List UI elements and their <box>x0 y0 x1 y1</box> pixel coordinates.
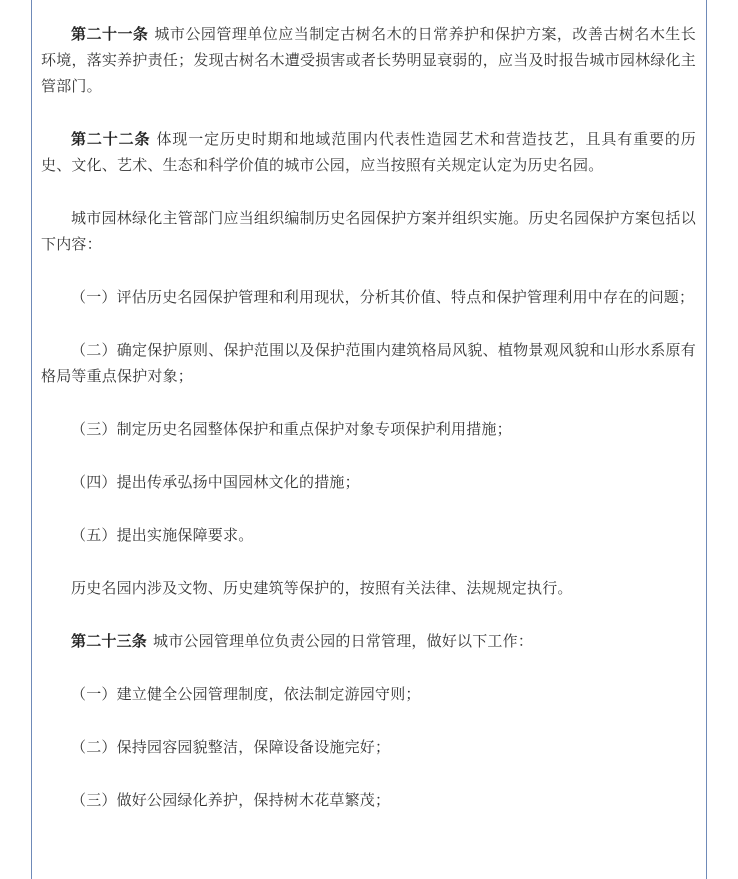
article-paragraph <box>41 21 696 99</box>
list-item <box>41 284 696 310</box>
paragraph <box>41 205 696 257</box>
paragraph-text: 城市公园管理单位应当制定古树名木的日常养护和保护方案，改善古树名木生长环境，落实养护责任；发现古树名木遭受损害或者长势明显衰弱的，应当及时报告城市园林绿化主管部门。 <box>41 25 696 95</box>
list-item <box>41 416 696 442</box>
paragraph-text: （五）提出实施保障要求。 <box>71 526 254 544</box>
paragraph-text: 城市园林绿化主管部门应当组织编制历史名园保护方案并组织实施。历史名园保护方案包括以下内容： <box>41 209 696 253</box>
list-item <box>41 681 696 707</box>
list-item <box>41 734 696 760</box>
paragraph-text: （四）提出传承弘扬中国园林文化的措施； <box>71 473 360 491</box>
paragraph-text: （二）确定保护原则、保护范围以及保护范围内建筑格局风貌、植物景观风貌和山形水系原有格局等重点保护对象； <box>41 341 696 385</box>
paragraph-text: 城市公园管理单位负责公园的日常管理，做好以下工作： <box>153 632 534 650</box>
article-paragraph <box>41 126 696 178</box>
list-item <box>41 469 696 495</box>
article-number: 第二十二条 <box>71 130 151 148</box>
paragraph-text: （三）做好公园绿化养护，保持树木花草繁茂； <box>71 791 391 809</box>
paragraph-text: （二）保持园容园貌整洁，保障设备设施完好； <box>71 738 391 756</box>
document-body <box>41 21 696 840</box>
paragraph-text: （一）评估历史名园保护管理和利用现状，分析其价值、特点和保护管理利用中存在的问题； <box>71 288 695 306</box>
paragraph-text: 历史名园内涉及文物、历史建筑等保护的，按照有关法律、法规规定执行。 <box>71 579 573 597</box>
article-paragraph <box>41 628 696 654</box>
list-item <box>41 337 696 389</box>
list-item <box>41 522 696 548</box>
paragraph-text: （三）制定历史名园整体保护和重点保护对象专项保护利用措施； <box>71 420 512 438</box>
paragraph-text: 体现一定历史时期和地域范围内代表性造园艺术和营造技艺，且具有重要的历史、文化、艺术、生态和科学价值的城市公园，应当按照有关规定认定为历史名园。 <box>41 130 696 174</box>
article-number: 第二十三条 <box>71 632 148 650</box>
paragraph-text: （一）建立健全公园管理制度，依法制定游园守则； <box>71 685 421 703</box>
list-item <box>41 787 696 813</box>
article-number: 第二十一条 <box>71 25 149 43</box>
paragraph <box>41 575 696 601</box>
